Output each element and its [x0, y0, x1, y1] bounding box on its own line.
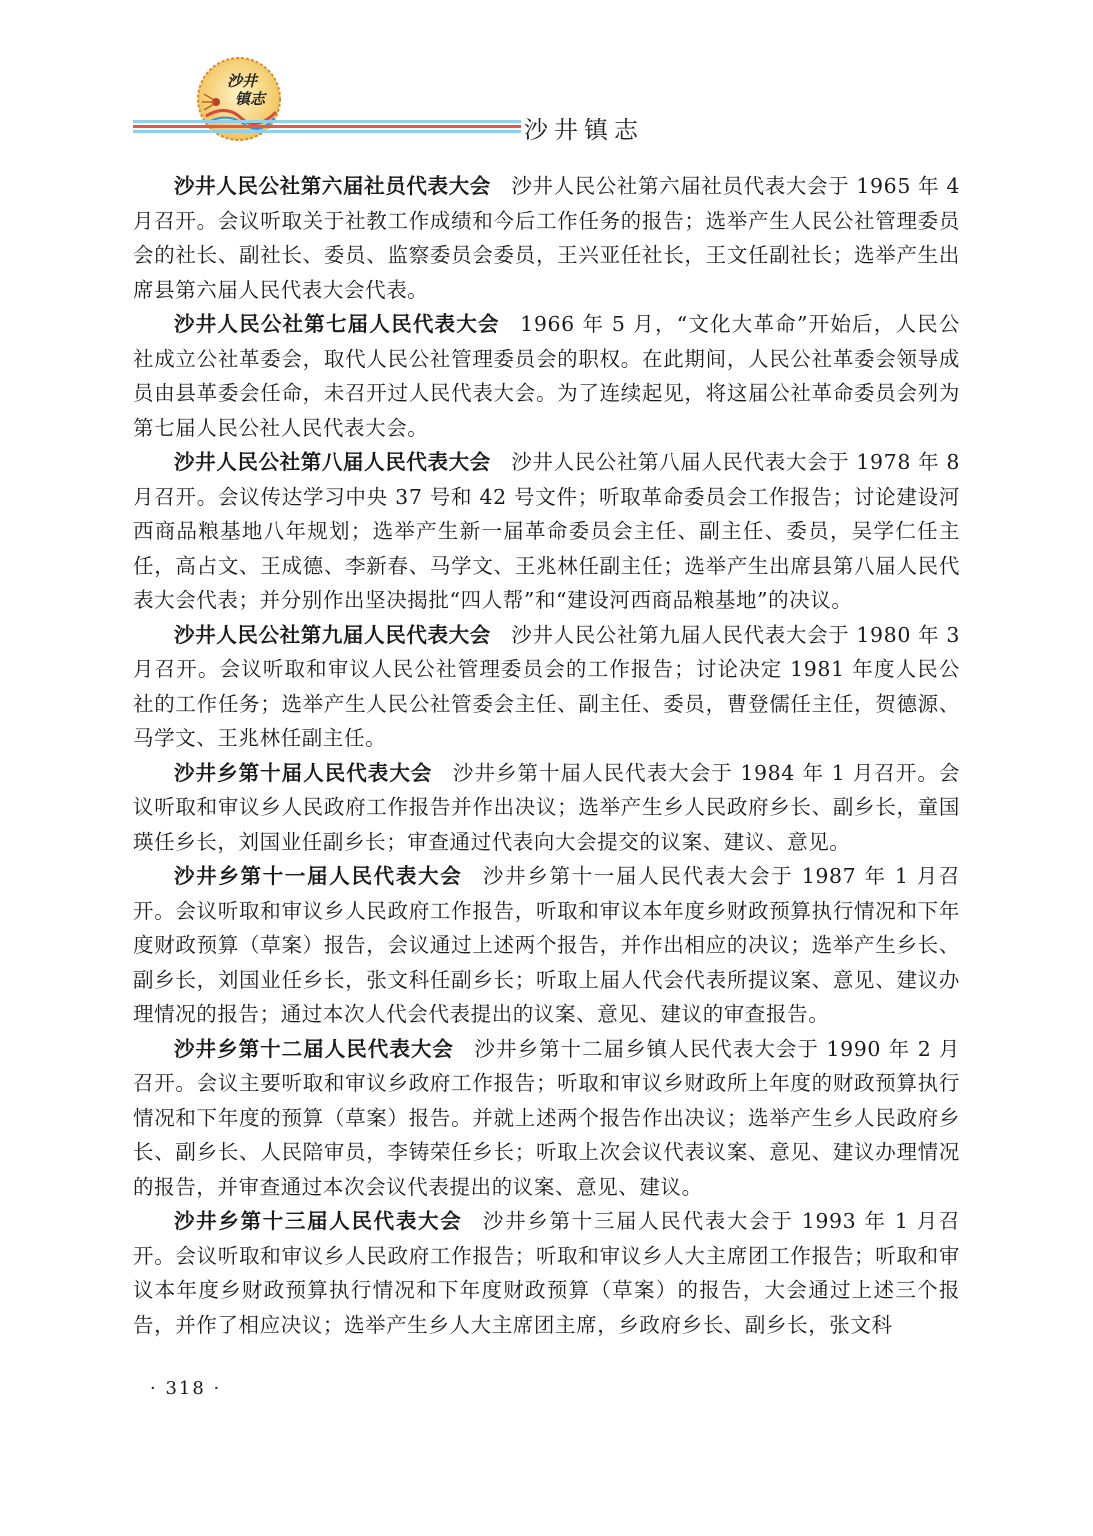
- page-number: · 318 ·: [150, 1378, 222, 1399]
- paragraph-text: 沙井乡第十届人民代表大会于 1984 年 1 月召开。会议听取和审议乡人民政府工作报告并作出决议；选举产生乡人民政府乡长、副乡长，童国瑛任乡长，刘国业任副乡长；审查通过代表向大会提交的议案、建议、意见。: [133, 760, 961, 854]
- section-heading: 沙井乡第十三届人民代表大会: [174, 1209, 463, 1233]
- paragraph: [133, 756, 960, 860]
- header-rule-top: [133, 120, 521, 123]
- paragraph-text: 沙井人民公社第九届人民代表大会于 1980 年 3 月召开。会议听取和审议人民公社管理委员会的工作报告；讨论决定 1981 年度人民公社的工作任务；选举产生人民公社管委会主任、副主任、委员，曹登儒任主任，贺德源、马学文、王兆林任副主任。: [133, 622, 961, 750]
- paragraph-text: 沙井乡第十二届乡镇人民代表大会于 1990 年 2 月召开。会议主要听取和审议乡政府工作报告；听取和审议乡财政所上年度的财政预算执行情况和下年度的预算（草案）报告。并就上述两个报告作出决议；选举产生乡人民政府乡长、副乡长、人民陪审员，李铸荣任乡长；听取上次会议代表议案、意见、建议办理情况的报告，并审查通过本次会议代表提出的议案、意见、建议。: [133, 1036, 960, 1199]
- book-title: 沙井镇志: [524, 116, 644, 144]
- section-heading: 沙井人民公社第九届人民代表大会: [174, 622, 491, 647]
- header-rule-bottom: [133, 130, 521, 133]
- page-header: [0, 0, 1093, 150]
- paragraph-text: 沙井人民公社第八届人民代表大会于 1978 年 8 月召开。会议传达学习中央 37 号和 42 号文件；听取革命委员会工作报告；讨论建设河西商品粮基地八年规划；选举产生新一届革命委员会主任、副主任、委员，吴学仁任主任，高占文、王成德、李新春、马学文、王兆林任副主任；选举产生出席县第八届人民代表大会代表；并分别作出坚决揭批“四人帮”和“建设河西商品粮基地”的决议。: [133, 450, 961, 612]
- paragraph: [133, 859, 960, 1032]
- paragraph: [133, 618, 960, 756]
- section-heading: 沙井人民公社第六届社员代表大会: [174, 174, 491, 198]
- svg-text:沙井: 沙井: [226, 72, 258, 90]
- section-heading: 沙井人民公社第八届人民代表大会: [174, 450, 491, 474]
- section-heading: 沙井乡第十一届人民代表大会: [174, 864, 463, 888]
- paragraph-text: 沙井乡第十三届人民代表大会于 1993 年 1 月召开。会议听取和审议乡人民政府工作报告；听取和审议乡人大主席团工作报告；听取和审议本年度乡财政预算执行情况和下年度财政预算（草案）的报告，大会通过上述三个报告，并作了相应决议；选举产生乡人大主席团主席，乡政府乡长、副乡长，张文科: [133, 1209, 960, 1337]
- svg-text:镇志: 镇志: [234, 90, 266, 108]
- header-rule-middle: [133, 125, 521, 128]
- paragraph: [133, 445, 960, 618]
- paragraph: [133, 169, 960, 307]
- paragraph-text: 沙井乡第十一届人民代表大会于 1987 年 1 月召开。会议听取和审议乡人民政府工作报告，听取和审议本年度乡财政预算执行情况和下年度财政预算（草案）报告，会议通过上述两个报告，并作出相应的决议；选举产生乡长、副乡长，刘国业任乡长，张文科任副乡长；听取上届人代会代表所提议案、意见、建议办理情况的报告；通过本次人代会代表提出的议案、意见、建议的审查报告。: [133, 864, 960, 1026]
- section-heading: 沙井乡第十二届人民代表大会: [174, 1036, 454, 1061]
- page-body: [133, 169, 960, 1342]
- section-heading: 沙井人民公社第七届人民代表大会: [174, 312, 500, 336]
- paragraph-text: 1966 年 5 月，“文化大革命”开始后，人民公社成立公社革委会，取代人民公社管理委员会的职权。在此期间，人民公社革委会领导成员由县革委会任命，未召开过人民代表大会。为了连续起见，将这届公社革命委员会列为第七届人民公社人民代表大会。: [133, 312, 960, 440]
- paragraph: [133, 307, 960, 445]
- paragraph: [133, 1204, 960, 1342]
- section-heading: 沙井乡第十届人民代表大会: [174, 760, 433, 785]
- paragraph-text: 沙井人民公社第六届社员代表大会于 1965 年 4 月召开。会议听取关于社教工作成绩和今后工作任务的报告；选举产生人民公社管理委员会的社长、副社长、委员、监察委员会委员，王兴亚任社长，王文任副社长；选举产生出席县第六届人民代表大会代表。: [133, 174, 961, 302]
- paragraph: [133, 1032, 960, 1205]
